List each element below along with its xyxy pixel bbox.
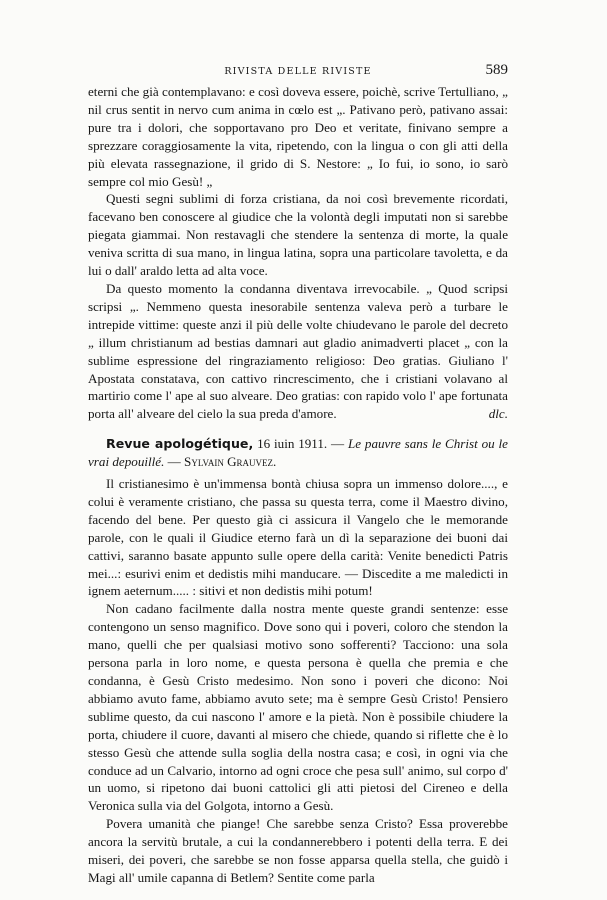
review-heading	[88, 435, 508, 471]
paragraph: eterni che già contemplavano: e così doveva essere, poichè, scrive Tertulliano, „ nil crus sentit in nervo cum anima in cœlo est „. Pativano però, pativano assai: pure tra i dolori, che sopportavano pro Deo et veritate, finivano sempre a sprezzare coraggiosamente la vita, ripetendo, con la lingua o con gli atti della più elevata rassegnazione, il grido di S. Nestore: „ Io fui, io sono, io sarò sempre col mio Gesù! „	[88, 84, 508, 189]
paragraph: Il cristianesimo è un'immensa bontà chiusa sopra un immenso dolore...., e colui è veramente cristiano, che passa su questa terra, come il Maestro divino, facendo del bene. Per questo già ci assicura il Vangelo che le memorande parole, con le quali il Giudice eterno farà un dì la separazione dei buoni dai cattivi, saranno basate appunto sulle opere della carità: Venite benedicti Patris mei...: esurivi enim et dedistis mihi manducare. — Discedite a me maledicti in ignem aeternum..... : sitivi et non dedistis mihi potum!	[88, 476, 508, 599]
paragraph: Povera umanità che piange! Che sarebbe senza Cristo? Essa proverebbe ancora la servitù brutale, a cui la condannerebbero i potenti della terra. E dei miseri, dei poveri, che sarebbe se non fosse apparsa quella stella, che guidò i Magi all' umile capanna di Betlem? Sentite come parla	[88, 816, 508, 885]
review-title: Le pauvre sans le Christ ou le vrai depouillé.	[88, 436, 508, 470]
body-text	[88, 83, 508, 887]
paragraph	[88, 280, 508, 423]
author-signature: dlc.	[488, 406, 508, 422]
page-number: 589	[485, 62, 508, 78]
paragraph: Non cadano facilmente dalla nostra mente queste grandi sentenze: esse contengono un senso magnifico. Dove sono qui i poveri, coloro che stendon la mano, quelli che per qualsiasi motivo sono sofferenti? Tacciono: una sola persona parla in loro nome, e questa persona è quella che premia e che condanna, è Gesù Cristo medesimo. Non sono i poveri che dicono: Noi abbiamo avuto fame, abbiamo avuto sete; ma è sempre Gesù Cristo! Pensiero sublime questo, da cui nascono l' amore e la pietà. Non è possibile chiudere la porta, chiudere il cuore, davanti al misero che chiede, quando si riflette che è lo stesso Gesù che attende sulla soglia della nostra casa; e così, in ogni via che conduce ad un Calvario, intorno ad ogni croce che pesa sull' animo, sul corpo d' un uomo, si ripetono dai buoni cattolici gli atti pietosi del Cireneo e della Veronica sulla via del Golgota, intorno a Gesù.	[88, 601, 508, 814]
review-name: Revue apologétique,	[106, 436, 254, 452]
running-title: RIVISTA DELLE RIVISTE	[224, 66, 372, 77]
review-dash: —	[331, 436, 345, 452]
paragraph: Questi segni sublimi di forza cristiana, da noi così brevemente ricordati, facevano ben conoscere al giudice che la volontà degli imputati non si sarebbe piegata giammai. Non restavagli che stendere la sentenza di morte, la quale veniva scritta di sua mano, in lingua latina, sopra una particolare tavoletta, e da lui o dall' araldo letta ad alta voce.	[88, 191, 508, 279]
page-header	[88, 64, 508, 82]
paragraph-text: Da questo momento la condanna diventava irrevocabile. „ Quod scripsi scripsi „. Nemmeno questa inesorabile sentenza valeva però a turbare le intrepide vittime: queste anzi il più delle volte chiudevano le parole del decreto „ illum christianum ad bestias damnari aut gladio animadverti placet „ con la sublime espressione del ringraziamento religioso: Deo gratias. Giuliano l' Apostata constatava, con cattivo rincrescimento, che i cristiani volavano al martirio come l' ape al suo alveare. Deo gratias: con rapido volo l' ape fortunata porta all' alveare del cielo la sua preda d'amore.	[88, 280, 508, 422]
author-dash: —	[167, 454, 181, 470]
review-author: Sylvain Grauvez.	[184, 454, 277, 470]
review-date: 16 iuin 1911.	[257, 436, 328, 452]
